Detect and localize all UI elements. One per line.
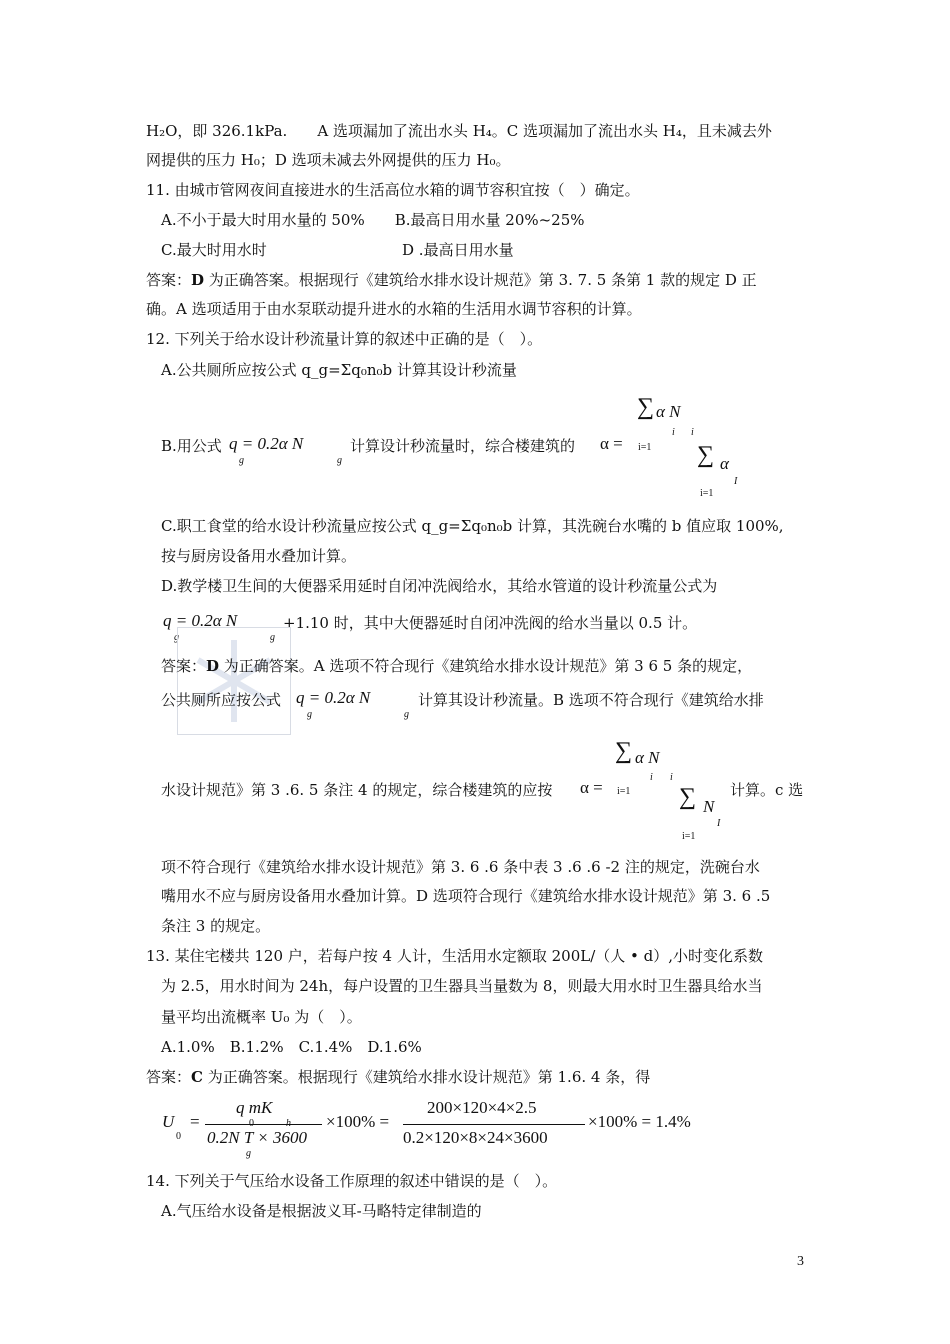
denominator-values: 0.2×120×8×24×3600: [403, 1128, 548, 1147]
q12-option-c-cont: 按与厨房设备用水叠加计算。: [161, 547, 357, 565]
sub-i: i: [672, 427, 675, 438]
q11-option-c: C.最大时用水时: [161, 241, 267, 259]
sigma-icon: ∑: [637, 394, 655, 420]
sigma-icon: ∑: [615, 738, 633, 764]
answer-12: 答案：D 为正确答案。A 选项不符合现行《建筑给水排水设计规范》第 3 6 5 条的规定，: [161, 657, 753, 675]
sub-I: I: [717, 818, 721, 829]
answer-13: 答案：C 为正确答案。根据现行《建筑给水排水设计规范》第 1.6. 4 条，得: [146, 1068, 651, 1086]
watermark-logo: [177, 627, 291, 735]
q12-option-b-mid: 计算设计秒流量时，综合楼建筑的: [350, 437, 576, 455]
sub-g: g: [404, 709, 409, 720]
question-13-cont: 为 2.5，用水时间为 24h，每户设置的卫生器具当量数为 8，则最大用水时卫生器具给水当: [161, 977, 763, 995]
sub-g: g: [239, 455, 244, 466]
sub-g: g: [246, 1148, 251, 1159]
sub-i: i: [670, 772, 673, 783]
formula-qg: q = 0.2α N: [229, 434, 304, 453]
formula-qg: q = 0.2α N: [296, 688, 371, 707]
q14-option-a: A.气压给水设备是根据波义耳-马略特定律制造的: [161, 1202, 482, 1220]
sub-i: i: [650, 772, 653, 783]
question-13: 13. 某住宅楼共 120 户，若每户按 4 人计，生活用水定额取 200L/（人 • d）,小时变化系数: [146, 947, 764, 965]
sigma-icon: ∑: [679, 784, 697, 810]
text-line: H₂O，即 326.1kPa. A 选项漏加了流出水头 H₄。C 选项漏加了流出水头 H₄，且未减去外: [146, 122, 772, 140]
sub-i-eq-1: i=1: [700, 488, 714, 499]
answer-12-line3-pre: 水设计规范》第 3 .6. 5 条注 4 的规定，综合楼建筑的应按: [161, 781, 553, 799]
sub-g: g: [307, 709, 312, 720]
equals-sign: =: [190, 1112, 200, 1131]
answer-11: 答案：D 为正确答案。根据现行《建筑给水排水设计规范》第 3. 7. 5 条第 1 款的规定 D 正: [146, 271, 757, 289]
sigma-icon: ∑: [697, 442, 715, 468]
text-line: 网提供的压力 H₀；D 选项未减去外网提供的压力 H₀。: [146, 151, 511, 169]
alpha-i-n-i: α N: [635, 748, 660, 767]
question-11: 11. 由城市管网夜间直接进水的生活高位水箱的调节容积宜按（ ）确定。: [146, 181, 640, 199]
q12-option-a: A.公共厕所应按公式 q_g=Σq₀n₀b 计算其设计秒流量: [161, 361, 517, 379]
alpha-I: α: [720, 454, 729, 473]
alpha-i-n-i: α N: [656, 402, 681, 421]
answer-12-line4: 项不符合现行《建筑给水排水设计规范》第 3. 6 .6 条中表 3 .6 .6 -2 注的规定，洗碗台水: [161, 858, 760, 876]
q12-option-c: C.职工食堂的给水设计秒流量应按公式 q_g=Σq₀n₀b 计算，其洗碗台水嘴的 b 值应取 100%,: [161, 517, 784, 535]
fraction-bar: [205, 1124, 322, 1125]
question-13-cont: 量平均出流概率 U₀ 为（ ）。: [161, 1008, 362, 1026]
sub-I: I: [734, 476, 738, 487]
page-number: 3: [797, 1254, 804, 1269]
result: ×100% = 1.4%: [588, 1112, 691, 1131]
question-14: 14. 下列关于气压给水设备工作原理的叙述中错误的是（ ）。: [146, 1172, 558, 1190]
q12-option-b-pre: B.用公式: [161, 437, 222, 455]
sub-0: 0: [176, 1131, 181, 1142]
answer-11-cont: 确。A 选项适用于由水泵联动提升进水的水箱的生活用水调节容积的计算。: [146, 300, 642, 318]
question-12: 12. 下列关于给水设计秒流量计算的叙述中正确的是（ ）。: [146, 330, 543, 348]
answer-12-line6: 条注 3 的规定。: [161, 917, 271, 935]
u0-numerator: q mK: [236, 1098, 273, 1117]
sub-g: g: [337, 455, 342, 466]
sub-i: i: [691, 427, 694, 438]
sub-i-eq-1: i=1: [617, 786, 631, 797]
n-I: N: [703, 797, 715, 816]
answer-12-line3-post: 计算。c 选: [730, 781, 804, 799]
q11-option-d: D .最高日用水量: [402, 241, 514, 259]
q13-options: A.1.0% B.1.2% C.1.4% D.1.6%: [161, 1038, 422, 1056]
sub-g: g: [270, 632, 275, 643]
q12-option-d-cont: +1.10 时，其中大便器延时自闭冲洗阀的给水当量以 0.5 计。: [283, 614, 698, 632]
alpha-eq: α =: [580, 778, 603, 797]
sub-i-eq-1: i=1: [682, 831, 696, 842]
snowflake-icon: [178, 628, 290, 734]
sub-g: g: [174, 632, 179, 643]
q12-option-d: D.教学楼卫生间的大便器采用延时自闭冲洗阀给水，其给水管道的设计秒流量公式为: [161, 577, 718, 595]
answer-12-line5: 嘴用水不应与厨房设备用水叠加计算。D 选项符合现行《建筑给水排水设计规范》第 3. 6 .5: [161, 887, 771, 905]
fraction-bar: [403, 1124, 585, 1125]
u0-denominator: 0.2N T × 3600: [207, 1128, 307, 1147]
sub-i-eq-1: i=1: [638, 442, 652, 453]
q11-options-ab: A.不小于最大时用水量的 50% B.最高日用水量 20%~25%: [161, 211, 585, 229]
u0-symbol: U: [162, 1112, 175, 1131]
answer-12-line2-pre: 公共厕所应按公式: [161, 691, 282, 709]
formula-qg: q = 0.2α N: [163, 611, 238, 630]
times-100: ×100% =: [326, 1112, 390, 1131]
alpha-eq: α =: [600, 434, 623, 453]
numerator-values: 200×120×4×2.5: [427, 1098, 537, 1117]
answer-12-line2-post: 计算其设计秒流量。B 选项不符合现行《建筑给水排: [418, 691, 764, 709]
